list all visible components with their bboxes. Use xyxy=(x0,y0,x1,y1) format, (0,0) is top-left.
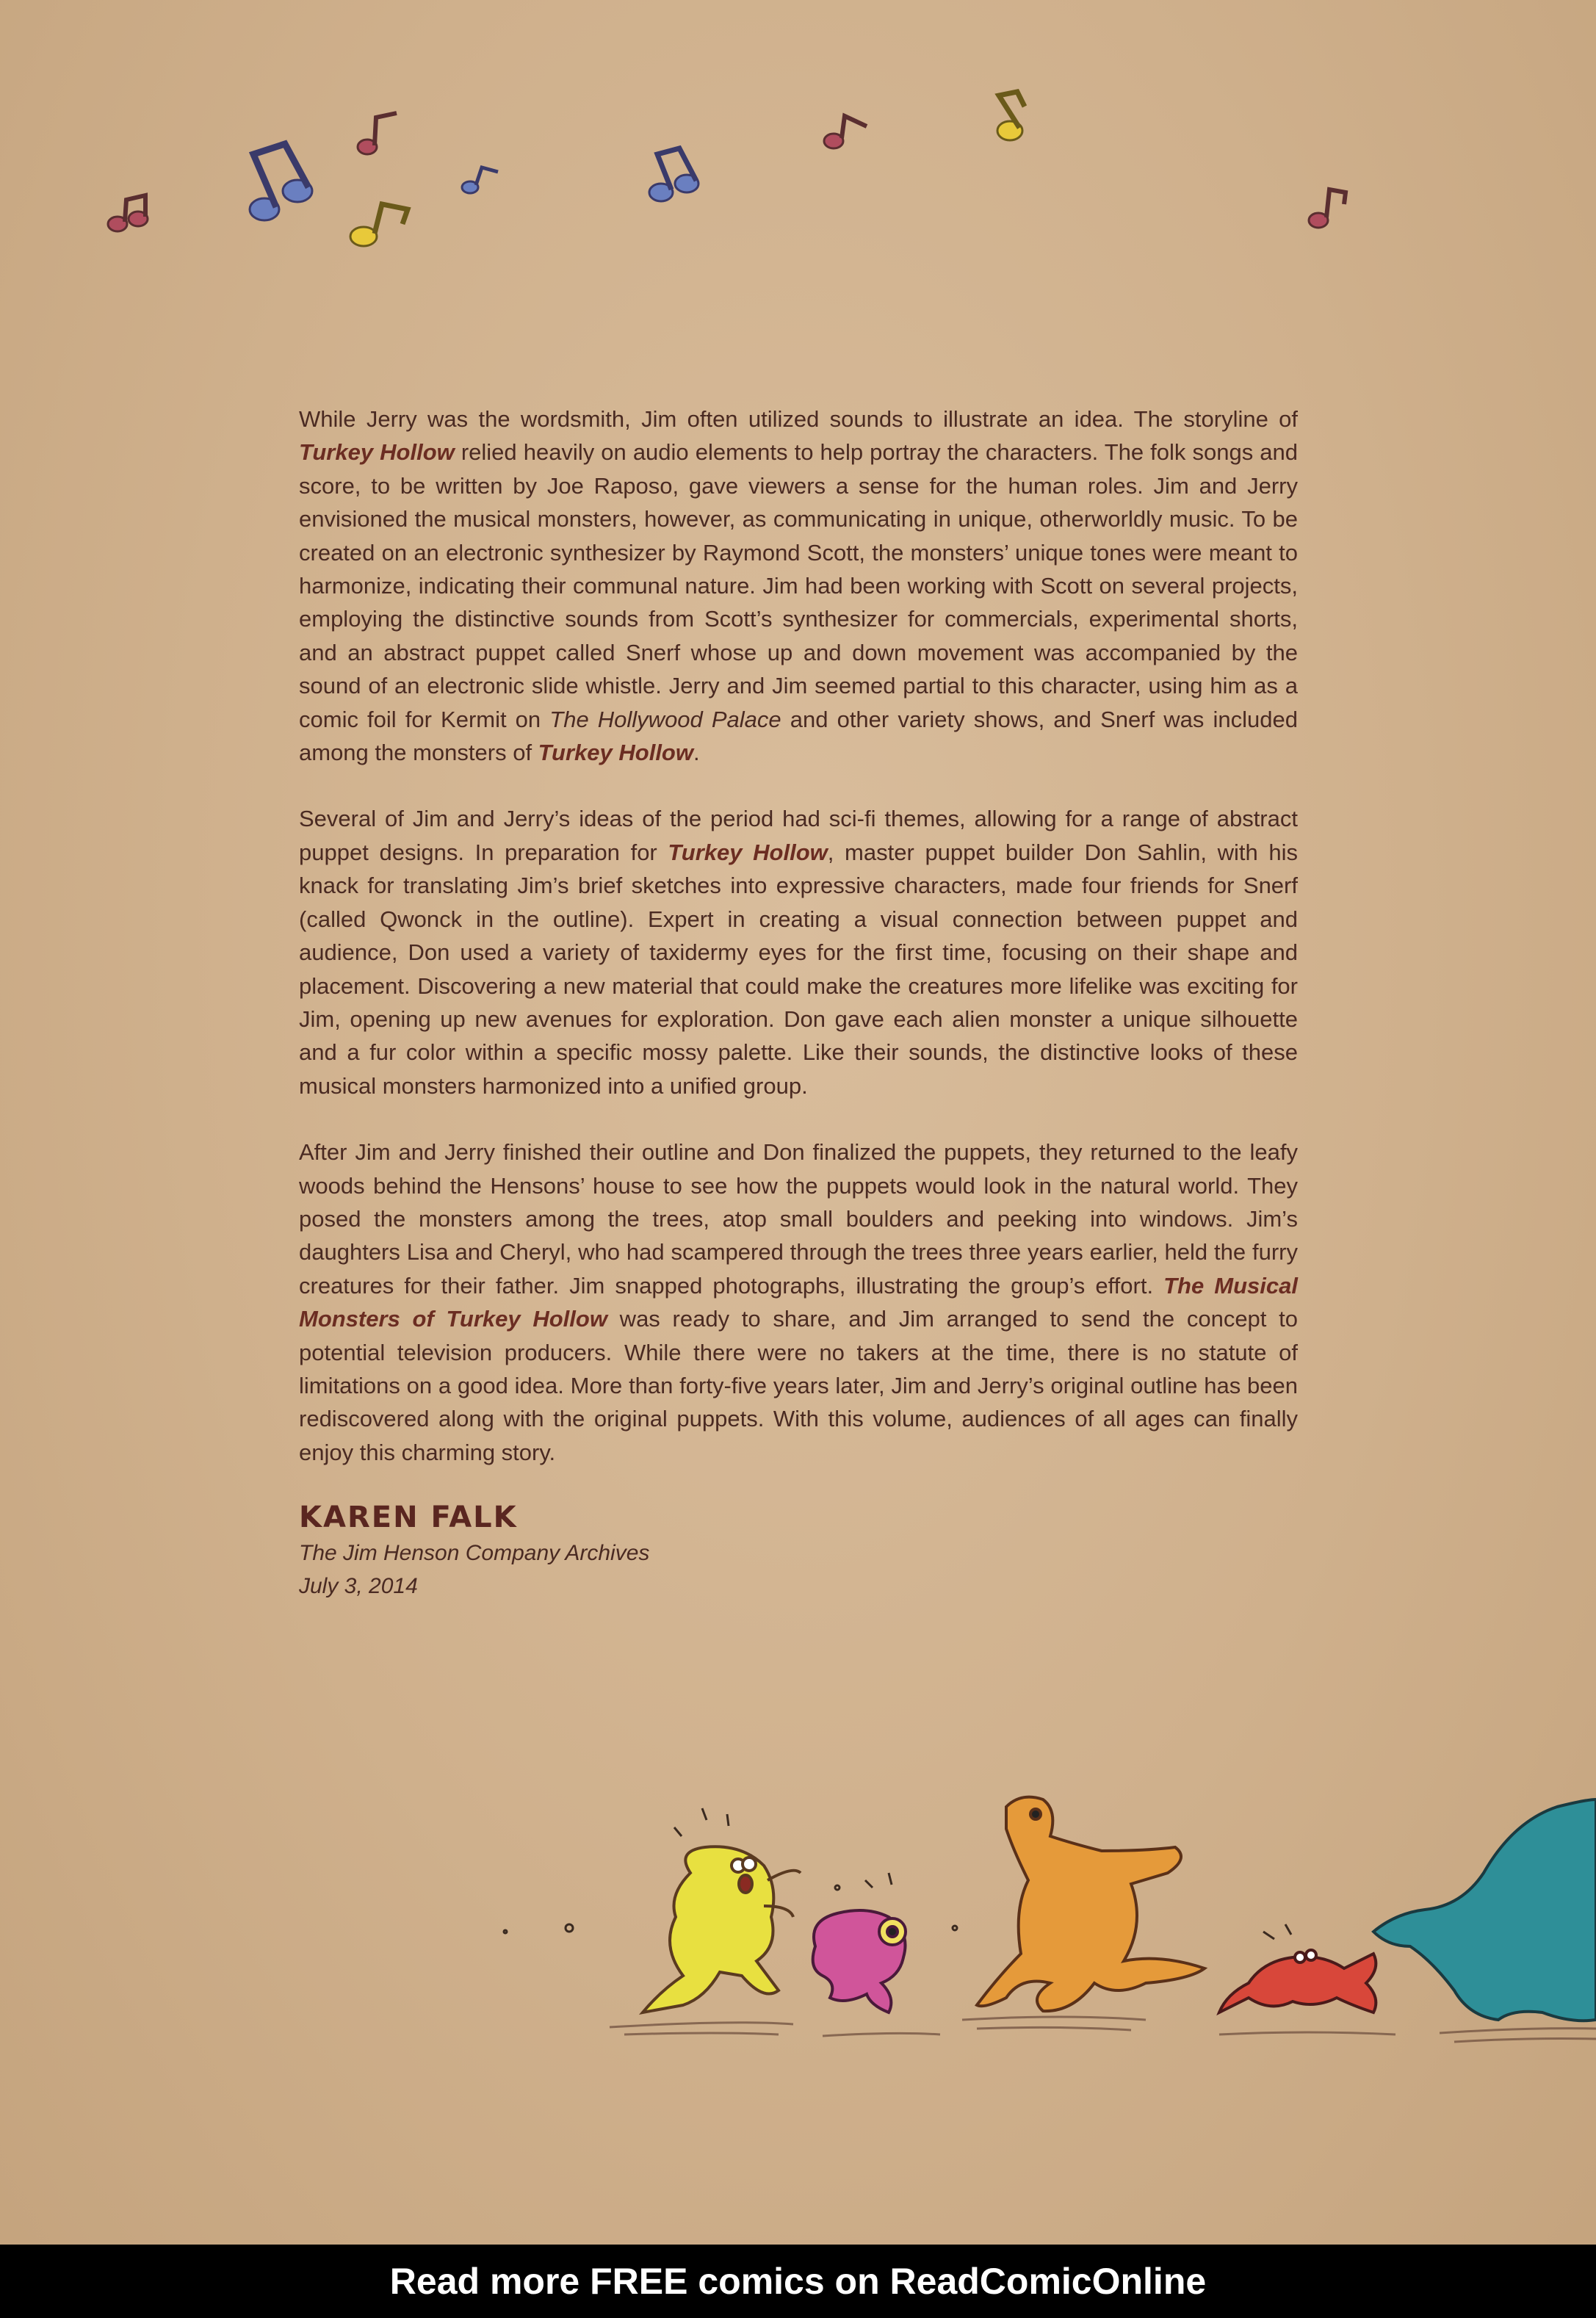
title-emphasis: Turkey Hollow xyxy=(668,839,828,865)
red-crab-monster xyxy=(1219,1950,1376,2012)
title-emphasis: Turkey Hollow xyxy=(538,740,693,766)
running-monsters-illustration xyxy=(0,1777,1596,2071)
yellow-monster xyxy=(643,1846,801,2012)
promo-banner[interactable]: Read more FREE comics on ReadComicOnline xyxy=(0,2245,1596,2318)
pink-monster xyxy=(813,1910,906,2012)
music-note-icon xyxy=(1309,189,1346,228)
paragraph: After Jim and Jerry finished their outline and Don finalized the puppets, they returned to the leafy woods behind the Hensons’ house to see how the puppets would look in the natural world. They posed the monsters among the trees, atop small boulders and peeking into windows. Jim’s daughters Lisa and Cheryl, who had scampered through the trees three years earlier, held the furry creatures for their father. Jim snapped photographs, illustrating the group’s effort. The Musical Monsters of Turkey Hollow was ready to share, and Jim arranged to send the concept to potential television producers. While there were no takers at the time, there is no statute of limitations on a good idea. More than forty-five years later, Jim and Jerry’s original outline has been rediscovered along with the original puppets. With this volume, audiences of all ages can finally enjoy this charming story. xyxy=(299,1139,1298,1465)
double-music-note-icon xyxy=(649,148,698,201)
title-italic: The Hollywood Palace xyxy=(549,706,781,732)
teal-monster xyxy=(1373,1799,1596,2021)
author-organization: The Jim Henson Company Archives xyxy=(299,1541,650,1565)
music-note-icon xyxy=(108,195,148,231)
music-note-icon xyxy=(358,113,397,154)
music-note-icon xyxy=(997,92,1025,140)
author-name: KAREN FALK xyxy=(299,1501,518,1534)
paragraph: While Jerry was the wordsmith, Jim often utilized sounds to illustrate an idea. The storyline of Turkey Hollow relied heavily on audio elements to help portray the characters. The folk songs and score, to be written by Joe Raposo, gave viewers a sense for the human roles. Jim and Jerry envisioned the musical monsters, however, as communicating in unique, otherworldly music. To be created on an electronic synthesizer by Raymond Scott, the monsters’ unique tones were meant to harmonize, indicating their communal nature. Jim had been working with Scott on several projects, employing the distinctive sounds from Scott’s synthesizer for commercials, experimental shorts, and an abstract puppet called Snerf whose up and down movement was accompanied by the sound of an electronic slide whistle. Jerry and Jim seemed partial to this character, using him as a comic foil for Kermit on The Hollywood Palace and other variety shows, and Snerf was included among the monsters of Turkey Hollow. xyxy=(299,406,1298,766)
orange-monster xyxy=(977,1797,1205,2011)
title-emphasis: Turkey Hollow xyxy=(299,439,455,466)
signature-block xyxy=(299,1498,649,1603)
music-notes-decoration xyxy=(0,0,1596,294)
paragraph: Several of Jim and Jerry’s ideas of the period had sci-fi themes, allowing for a range of abstract puppet designs. In preparation for Turkey Hollow, master puppet builder Don Sahlin, with his knack for translating Jim’s brief sketches into expressive characters, made four friends for Snerf (called Qwonck in the outline). Expert in creating a visual connection between puppet and audience, Don used a variety of taxidermy eyes for the first time, focusing on their shape and placement. Discovering a new material that could make the creatures more lifelike was exciting for Jim, opening up new avenues for exploration. Don gave each alien monster a unique silhouette and a fur color within a specific mossy palette. Like their sounds, the distinctive looks of these musical monsters harmonized into a unified group. xyxy=(299,806,1298,1099)
essay-date: July 3, 2014 xyxy=(299,1574,418,1598)
title-emphasis: The Musical Monsters of Turkey Hollow xyxy=(299,1272,1298,1332)
music-note-icon xyxy=(350,204,408,246)
essay-text xyxy=(299,402,1298,1502)
double-music-note-icon xyxy=(250,144,312,220)
ground-shadow-lines xyxy=(610,2017,1596,2042)
music-note-icon xyxy=(824,116,867,148)
music-note-icon xyxy=(462,167,498,193)
